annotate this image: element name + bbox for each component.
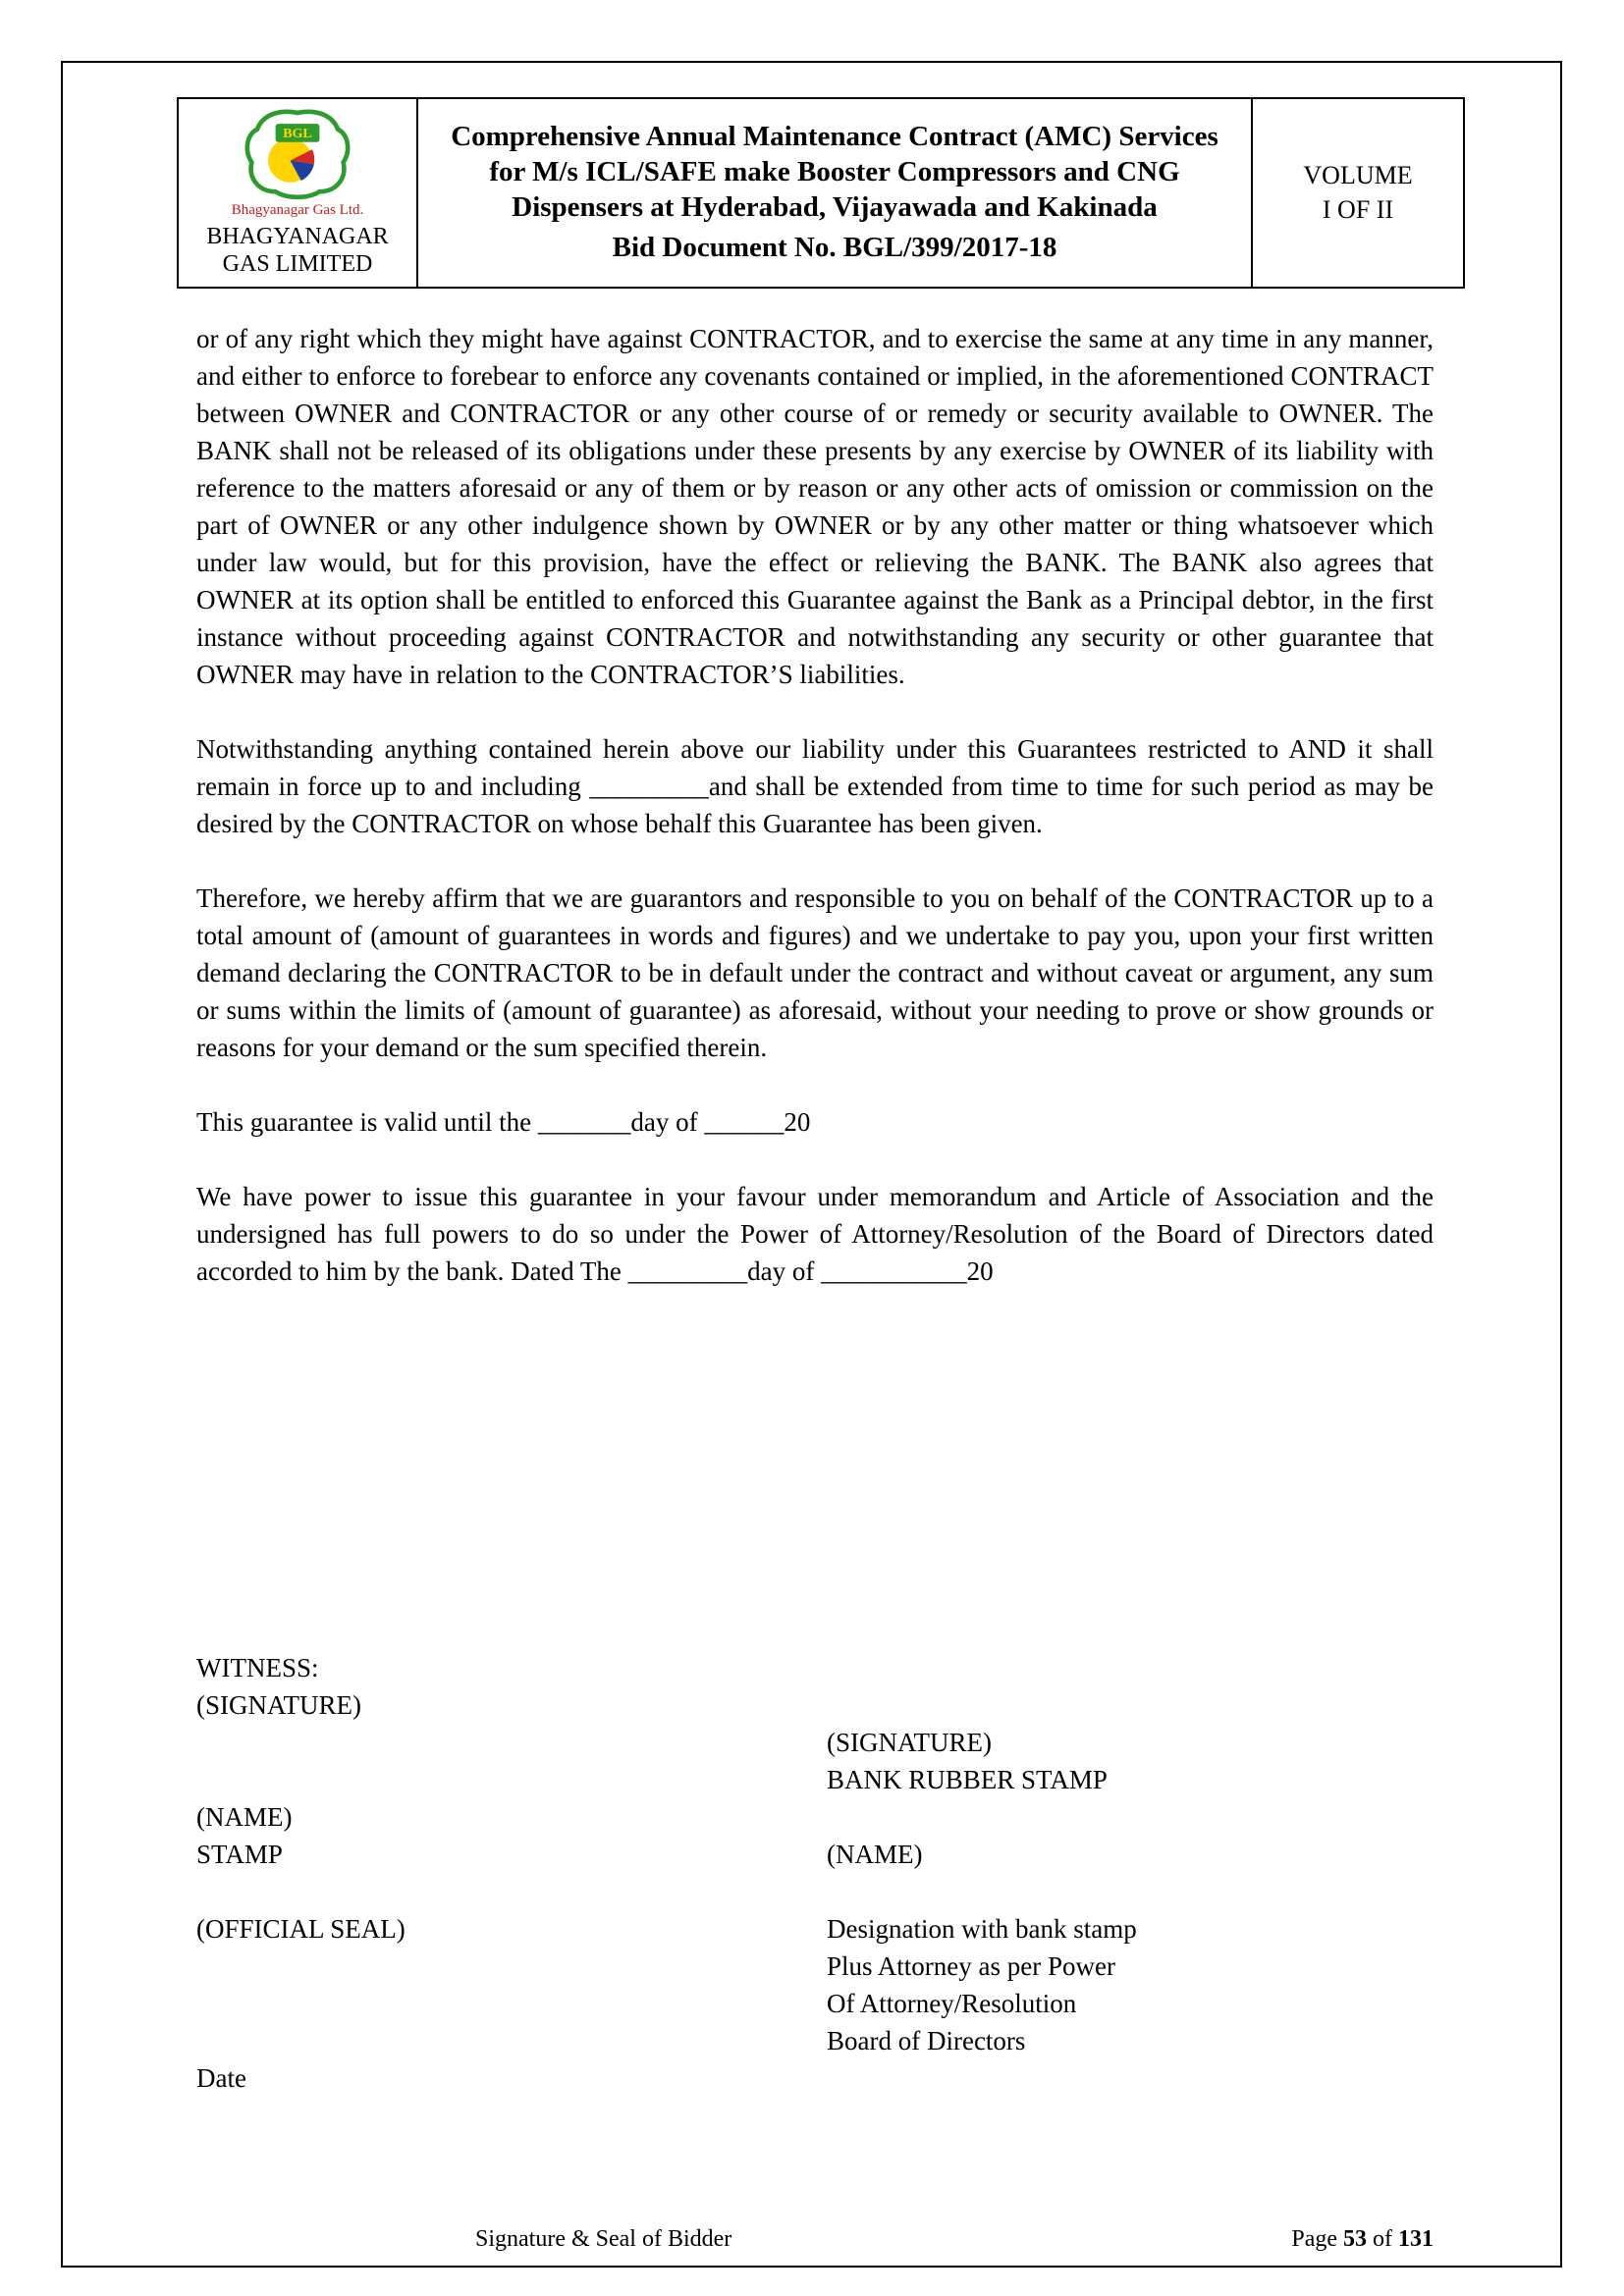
logo-cell — [179, 99, 418, 287]
bank-signature-label: (SIGNATURE) — [827, 1728, 992, 1757]
volume-cell — [1253, 99, 1463, 287]
signature-row — [196, 1836, 1434, 1873]
signature-row — [196, 1798, 1434, 1836]
page-total: 131 — [1398, 2226, 1434, 2252]
paragraph-validity: This guarantee is valid until the _______day of ______20 — [196, 1107, 811, 1137]
signature-row-blank — [196, 1873, 1434, 1910]
volume-line2: I OF II — [1322, 195, 1394, 225]
paragraph-guarantee-rights: or of any right which they might have against CONTRACTOR, and to exercise the same at any time in any manner, and either to enforce to forebear to enforce any covenants contained or implied, in the aforementioned CONTRACT between OWNER and CONTRACTOR or any other course of or remedy or security available to OWNER. The BANK shall not be released of its obligations under these presents by any exercise by OWNER of its liability with reference to the matters aforesaid or any of them or by reason or any other acts of omission or commission on the part of OWNER or any other indulgence shown by OWNER or by any other matter or thing whatsoever which under law would, but for this provision, have the effect or relieving the BANK. The BANK also agrees that OWNER at its option shall be entitled to enforced this Guarantee against the Bank as a Principal debtor, in the first instance without proceeding against CONTRACTOR and notwithstanding any security or other guarantee that OWNER may have in relation to the CONTRACTOR’S liabilities. — [196, 324, 1434, 689]
designation-line-2: Plus Attorney as per Power — [827, 1951, 1115, 1981]
document-header — [177, 97, 1465, 289]
signature-row — [196, 2059, 1434, 2097]
witness-label: WITNESS: — [196, 1653, 319, 1682]
page-footer — [196, 2224, 1434, 2254]
logo-brand-text: BGL — [283, 127, 312, 142]
of-word: of — [1367, 2226, 1398, 2252]
document-title: Comprehensive Annual Maintenance Contract (AMC) Services for M/s ICL/SAFE make Booster Compressors and CNG Dispensers at Hyderabad, Vijayawada and Kakinada — [451, 120, 1218, 224]
witness-signature-label: (SIGNATURE) — [196, 1690, 361, 1720]
company-name-line1: BHAGYANAGAR — [206, 224, 389, 249]
footer-signature-seal-label: Signature & Seal of Bidder — [475, 2226, 732, 2252]
page-number — [1291, 2224, 1434, 2254]
witness-name-label: (NAME) — [196, 1802, 293, 1832]
designation-line-1: Designation with bank stamp — [827, 1914, 1137, 1944]
page-word: Page — [1291, 2226, 1343, 2252]
designation-line-4: Board of Directors — [827, 2026, 1026, 2056]
signature-row — [196, 1948, 1434, 1985]
signature-row — [196, 1649, 1434, 1686]
document-body — [196, 320, 1434, 1327]
paragraph-power-to-issue: We have power to issue this guarantee in your favour under memorandum and Article of Association and the undersigned has full powers to do so under the Power of Attorney/Resolution of the Board of Directors dated accorded to him by the bank. Dated The _________day of ___________20 — [196, 1182, 1434, 1286]
signature-row — [196, 1910, 1434, 1948]
designation-line-3: Of Attorney/Resolution — [827, 1989, 1077, 2018]
logo-subtitle: Bhagyanagar Gas Ltd. — [231, 202, 364, 218]
bgl-logo-icon — [243, 107, 352, 199]
page-current: 53 — [1343, 2226, 1367, 2252]
paragraph-guarantor-affirmation: Therefore, we hereby affirm that we are guarantors and responsible to you on behalf of the CONTRACTOR up to a total amount of (amount of guarantees in words and figures) and we undertake to pay you, upon your first written demand declaring the CONTRACTOR to be in default under the contract and without caveat or argument, any sum or sums within the limits of (amount of guarantee) as aforesaid, without your needing to prove or show grounds or reasons for your demand or the sum specified therein. — [196, 883, 1434, 1062]
bid-document-number: Bid Document No. BGL/399/2017-18 — [612, 231, 1057, 263]
bank-name-label: (NAME) — [827, 1840, 923, 1869]
company-name-line2: GAS LIMITED — [222, 251, 373, 278]
signature-row — [196, 1686, 1434, 1724]
bank-rubber-stamp-label: BANK RUBBER STAMP — [827, 1765, 1108, 1794]
signature-row — [196, 1761, 1434, 1798]
official-seal-label: (OFFICIAL SEAL) — [196, 1914, 406, 1944]
paragraph-liability-period: Notwithstanding anything contained herein above our liability under this Guarantees restricted to AND it shall remain in force up to and including _________and shall be extended from time to time for such period as may be desired by the CONTRACTOR on whose behalf this Guarantee has been given. — [196, 734, 1434, 838]
signature-row — [196, 2022, 1434, 2059]
volume-line1: VOLUME — [1303, 161, 1413, 190]
date-label: Date — [196, 2063, 246, 2093]
title-cell — [418, 99, 1253, 287]
signature-row — [196, 1985, 1434, 2022]
signature-row — [196, 1724, 1434, 1761]
stamp-label: STAMP — [196, 1840, 283, 1869]
signature-block — [196, 1649, 1434, 2097]
